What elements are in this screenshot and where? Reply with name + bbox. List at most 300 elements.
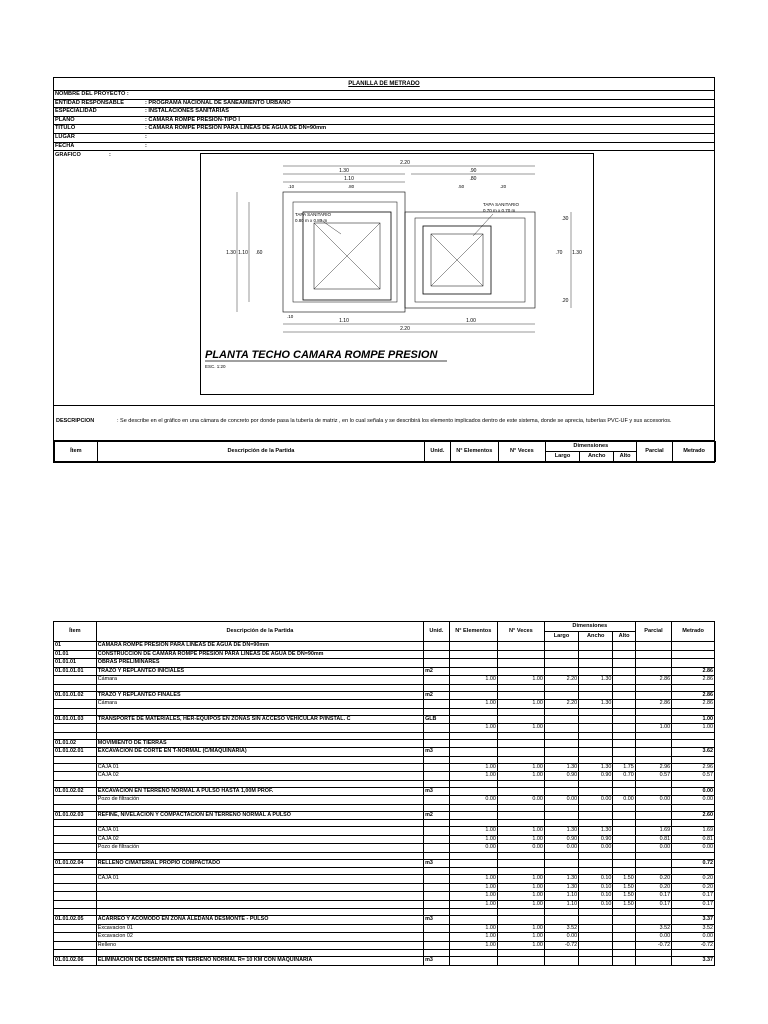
cell-largo <box>544 811 578 820</box>
cell-alto <box>613 811 635 820</box>
cell-largo <box>544 667 578 676</box>
cell-parcial: 0.00 <box>635 933 671 942</box>
cell-unid <box>424 883 450 892</box>
svg-text:1.30: 1.30 <box>572 250 582 257</box>
cell-item <box>54 900 97 909</box>
cell-metrado: 1.69 <box>672 827 715 836</box>
cell-veces: 1.00 <box>497 724 544 733</box>
cell-veces <box>497 950 544 957</box>
cell-veces <box>497 852 544 859</box>
info-label: ENTIDAD RESPONSABLE <box>55 99 124 106</box>
cell-ancho <box>579 811 613 820</box>
th-metrado: Metrado <box>673 442 716 462</box>
cell-elem: 0.00 <box>449 844 497 853</box>
cell-desc: Cámara <box>96 676 423 685</box>
cell-parcial <box>635 804 671 811</box>
cell-parcial: 2.86 <box>635 676 671 685</box>
cell-item: 01.01.01.02 <box>54 691 97 700</box>
svg-text:.50: .50 <box>457 184 465 190</box>
table-row <box>54 835 715 844</box>
cell-veces: 1.00 <box>497 924 544 933</box>
cell-veces <box>497 780 544 787</box>
cell-unid <box>424 924 450 933</box>
table-row <box>54 892 715 901</box>
cell-item <box>54 724 97 733</box>
cell-veces <box>497 650 544 659</box>
cell-item <box>54 763 97 772</box>
cell-ancho: 1.30 <box>579 676 613 685</box>
tapa-right-label: TAPA SANITARIO <box>483 202 520 208</box>
cell-desc: TRAZO Y REPLANTEO INICIALES <box>96 667 423 676</box>
table-row <box>54 852 715 859</box>
cell-largo <box>544 724 578 733</box>
cell-desc: Cámara <box>96 700 423 709</box>
cell-ancho <box>579 739 613 748</box>
cell-item <box>54 804 97 811</box>
table-row <box>54 700 715 709</box>
cell-metrado: 0.81 <box>672 835 715 844</box>
cell-unid <box>424 739 450 748</box>
cell-elem: 1.00 <box>449 676 497 685</box>
cell-item <box>54 924 97 933</box>
table-row <box>54 868 715 875</box>
sheet-title: PLANILLA DE METRADO <box>54 78 714 91</box>
cell-elem: 1.00 <box>449 700 497 709</box>
cell-ancho: 1.30 <box>579 700 613 709</box>
cell-parcial <box>635 691 671 700</box>
cell-alto <box>613 787 635 796</box>
table-row <box>54 659 715 668</box>
cell-unid <box>424 852 450 859</box>
info-label: FECHA <box>55 142 75 149</box>
cell-metrado: 1.00 <box>672 715 715 724</box>
cell-veces: 1.00 <box>497 827 544 836</box>
cell-veces: 1.00 <box>497 772 544 781</box>
cell-ancho <box>579 708 613 715</box>
cell-largo: 2.20 <box>544 700 578 709</box>
svg-text:1.10: 1.10 <box>238 250 248 257</box>
cell-ancho: 1.30 <box>579 763 613 772</box>
table-row <box>54 900 715 909</box>
cell-parcial: 0.20 <box>635 875 671 884</box>
cell-parcial <box>635 957 671 966</box>
cell-alto <box>613 859 635 868</box>
table-row <box>54 684 715 691</box>
description-text: DESCRIPCION : Se describe en el gráfico en una cámara de concreto por donde pasa la tubería de matriz , en lo cual señala y se describirá los elemento implicados dentro de este sistema, donde se aprecia, tuberías PVC-UF y sus accesorios. <box>56 418 672 425</box>
cell-metrado <box>672 852 715 859</box>
cell-item: 01.01.02.04 <box>54 859 97 868</box>
cell-veces <box>497 957 544 966</box>
table-row <box>54 883 715 892</box>
cell-elem: 1.00 <box>449 924 497 933</box>
cell-unid <box>424 875 450 884</box>
table-row <box>54 916 715 925</box>
cell-desc: REFINE, NIVELACION Y COMPACTACION EN TERRENO NORMAL A PULSO <box>96 811 423 820</box>
cell-ancho <box>579 804 613 811</box>
cell-unid <box>424 780 450 787</box>
cell-largo <box>544 820 578 827</box>
cell-elem <box>449 868 497 875</box>
cell-desc: EXCAVACION DE CORTE EN T-NORMAL (C/MAQUINARIA) <box>96 748 423 757</box>
cell-parcial <box>635 780 671 787</box>
cell-elem: 1.00 <box>449 835 497 844</box>
cell-alto <box>613 957 635 966</box>
cell-alto: 1.50 <box>613 900 635 909</box>
cell-largo: 1.30 <box>544 763 578 772</box>
cell-metrado <box>672 650 715 659</box>
cell-alto <box>613 748 635 757</box>
cell-alto <box>613 650 635 659</box>
info-row <box>54 108 714 117</box>
th-dimensiones: Dimensiones <box>544 622 635 632</box>
cell-ancho <box>579 724 613 733</box>
cell-veces: 1.00 <box>497 835 544 844</box>
cell-desc: CAMARA ROMPE PRESION PARA LINEAS DE AGUA DE DN=90mm <box>96 642 423 651</box>
cell-ancho <box>579 684 613 691</box>
cell-alto <box>613 708 635 715</box>
table-row <box>54 691 715 700</box>
table-row <box>54 787 715 796</box>
cell-largo: 1.30 <box>544 875 578 884</box>
cell-alto <box>613 691 635 700</box>
cell-unid <box>424 820 450 827</box>
cell-parcial: 2.86 <box>635 700 671 709</box>
cell-ancho <box>579 732 613 739</box>
svg-text:.10: .10 <box>287 314 294 320</box>
cell-unid <box>424 950 450 957</box>
cell-item: 01.01.02 <box>54 739 97 748</box>
svg-text:.30: .30 <box>561 216 569 223</box>
table-row <box>54 756 715 763</box>
dim-130-top: 1.30 <box>339 168 349 175</box>
cell-ancho <box>579 909 613 916</box>
table-row <box>54 844 715 853</box>
cell-unid <box>424 835 450 844</box>
cell-elem <box>449 659 497 668</box>
cell-veces <box>497 787 544 796</box>
cell-unid <box>424 796 450 805</box>
cell-parcial <box>635 859 671 868</box>
caja-02-inner <box>415 218 525 302</box>
cell-metrado: 2.96 <box>672 763 715 772</box>
cell-ancho: 0.90 <box>579 772 613 781</box>
info-label: PLANO <box>55 116 75 123</box>
grafico-section <box>54 151 714 406</box>
cell-metrado <box>672 804 715 811</box>
table-row <box>54 941 715 950</box>
cell-item <box>54 732 97 739</box>
cell-veces <box>497 732 544 739</box>
cell-unid: m3 <box>424 748 450 757</box>
cell-metrado: 0.00 <box>672 844 715 853</box>
cell-largo <box>544 859 578 868</box>
cell-ancho: 0.10 <box>579 900 613 909</box>
cell-desc <box>96 732 423 739</box>
cell-alto <box>613 642 635 651</box>
cell-metrado <box>672 642 715 651</box>
cell-elem: 1.00 <box>449 933 497 942</box>
info-value <box>145 91 714 99</box>
cell-ancho: 0.00 <box>579 844 613 853</box>
th-alto: Alto <box>613 632 635 642</box>
cell-metrado: 0.17 <box>672 892 715 901</box>
table-row <box>54 909 715 916</box>
cell-desc: Pozo de filtración <box>96 844 423 853</box>
svg-text:.20: .20 <box>499 184 507 190</box>
cell-elem <box>449 715 497 724</box>
cell-elem <box>449 684 497 691</box>
cell-metrado: 3.37 <box>672 957 715 966</box>
cell-metrado: 0.72 <box>672 859 715 868</box>
cell-item: 01.01.01.03 <box>54 715 97 724</box>
cell-alto <box>613 667 635 676</box>
svg-text:1.00: 1.00 <box>466 318 476 325</box>
cell-item <box>54 892 97 901</box>
cell-largo: 1.30 <box>544 827 578 836</box>
cell-alto <box>613 844 635 853</box>
cell-item: 01.01.01 <box>54 659 97 668</box>
cell-veces: 1.00 <box>497 941 544 950</box>
cell-desc: TRANSPORTE DE MATERIALES, HER-EQUIPOS EN ZONAS SIN ACCESO VEHICULAR P/INSTAL. C <box>96 715 423 724</box>
cell-unid <box>424 827 450 836</box>
cell-ancho: 0.00 <box>579 796 613 805</box>
cell-item <box>54 835 97 844</box>
cell-alto <box>613 924 635 933</box>
th-elementos: N° Elementos <box>449 622 497 642</box>
cell-parcial <box>635 650 671 659</box>
cell-ancho <box>579 667 613 676</box>
cell-alto <box>613 868 635 875</box>
cell-veces <box>497 748 544 757</box>
cell-ancho <box>579 924 613 933</box>
cell-unid <box>424 844 450 853</box>
cell-unid: m2 <box>424 691 450 700</box>
cell-unid <box>424 763 450 772</box>
cell-largo <box>544 739 578 748</box>
cell-largo <box>544 756 578 763</box>
cell-elem <box>449 650 497 659</box>
cell-ancho <box>579 820 613 827</box>
cell-parcial <box>635 659 671 668</box>
cell-desc <box>96 892 423 901</box>
th-descripcion: Descripción de la Partida <box>96 622 423 642</box>
cell-ancho <box>579 756 613 763</box>
cell-unid: GLB <box>424 715 450 724</box>
cell-alto <box>613 724 635 733</box>
cell-largo: 1.10 <box>544 892 578 901</box>
cell-alto <box>613 780 635 787</box>
cell-parcial <box>635 684 671 691</box>
cell-alto <box>613 820 635 827</box>
description-section <box>54 406 714 441</box>
cell-elem <box>449 780 497 787</box>
cell-ancho: 1.30 <box>579 827 613 836</box>
cell-alto <box>613 804 635 811</box>
cell-desc <box>96 900 423 909</box>
cell-parcial <box>635 820 671 827</box>
cell-elem <box>449 859 497 868</box>
cell-desc <box>96 684 423 691</box>
cell-ancho <box>579 659 613 668</box>
cell-largo <box>544 957 578 966</box>
cell-unid <box>424 772 450 781</box>
cell-unid <box>424 659 450 668</box>
cell-largo: 0.00 <box>544 844 578 853</box>
cell-item: 01.01.01.01 <box>54 667 97 676</box>
cell-unid <box>424 941 450 950</box>
cell-metrado <box>672 732 715 739</box>
cell-metrado <box>672 909 715 916</box>
cell-veces <box>497 859 544 868</box>
table-row <box>54 933 715 942</box>
cell-unid <box>424 892 450 901</box>
cell-unid <box>424 650 450 659</box>
cell-largo <box>544 732 578 739</box>
cell-metrado <box>672 684 715 691</box>
cell-elem: 1.00 <box>449 827 497 836</box>
plan-drawing <box>200 153 594 395</box>
cell-item: 01.01.02.06 <box>54 957 97 966</box>
cell-unid: m3 <box>424 957 450 966</box>
cell-elem <box>449 820 497 827</box>
cell-metrado: 2.86 <box>672 667 715 676</box>
cell-parcial <box>635 916 671 925</box>
svg-text:.60: .60 <box>255 250 263 257</box>
cell-metrado: 3.37 <box>672 916 715 925</box>
cell-ancho <box>579 950 613 957</box>
cell-largo <box>544 916 578 925</box>
cell-unid <box>424 804 450 811</box>
cell-ancho <box>579 780 613 787</box>
cell-elem <box>449 804 497 811</box>
cell-alto <box>613 732 635 739</box>
table-row <box>54 732 715 739</box>
dim-110-top: 1.10 <box>344 176 354 183</box>
info-row <box>54 100 714 109</box>
cell-desc: TRAZO Y REPLANTEO FINALES <box>96 691 423 700</box>
table-row <box>54 708 715 715</box>
cell-unid <box>424 868 450 875</box>
cell-parcial <box>635 787 671 796</box>
cell-largo <box>544 950 578 957</box>
table-row <box>54 715 715 724</box>
cell-desc: Relleno <box>96 941 423 950</box>
cell-metrado: 2.86 <box>672 700 715 709</box>
cell-desc <box>96 708 423 715</box>
cell-parcial: 0.20 <box>635 883 671 892</box>
cell-parcial: 2.96 <box>635 763 671 772</box>
cell-elem <box>449 642 497 651</box>
cell-parcial: 0.57 <box>635 772 671 781</box>
cell-desc: CAJA 01 <box>96 763 423 772</box>
cell-desc <box>96 909 423 916</box>
th-dimensiones: Dimensiones <box>545 442 636 452</box>
cell-parcial: 3.52 <box>635 924 671 933</box>
cell-parcial: 0.81 <box>635 835 671 844</box>
cell-metrado: 0.00 <box>672 787 715 796</box>
cell-desc: ACARREO Y ACOMODO EN ZONA ALEDAÑA DESMONTE - PULSO <box>96 916 423 925</box>
cell-elem: 1.00 <box>449 900 497 909</box>
cell-metrado <box>672 868 715 875</box>
cell-alto <box>613 756 635 763</box>
cell-parcial: 1.00 <box>635 724 671 733</box>
cell-metrado: 0.20 <box>672 875 715 884</box>
cell-largo: 0.90 <box>544 772 578 781</box>
cell-largo: 2.20 <box>544 676 578 685</box>
cell-item <box>54 772 97 781</box>
cell-veces <box>497 684 544 691</box>
cell-ancho <box>579 859 613 868</box>
caja-01-outline <box>283 192 405 312</box>
svg-text:.20: .20 <box>561 298 569 305</box>
cell-unid: m3 <box>424 859 450 868</box>
metrado-sheet-table <box>53 621 715 966</box>
cell-parcial <box>635 642 671 651</box>
cell-ancho: 0.10 <box>579 892 613 901</box>
cell-largo <box>544 659 578 668</box>
cell-desc: Pozo de filtración <box>96 796 423 805</box>
cell-veces <box>497 909 544 916</box>
cell-elem: 1.00 <box>449 772 497 781</box>
cell-parcial <box>635 811 671 820</box>
cell-alto: 1.50 <box>613 883 635 892</box>
cell-ancho <box>579 933 613 942</box>
cell-largo: 1.10 <box>544 900 578 909</box>
cell-item <box>54 941 97 950</box>
cell-unid <box>424 724 450 733</box>
cell-item <box>54 933 97 942</box>
cell-desc: Excavacion 02 <box>96 933 423 942</box>
cell-desc: ELIMINACIÓN DE DESMONTE EN TERRENO NORMAL R= 10 KM CON MAQUINARIA <box>96 957 423 966</box>
cell-desc <box>96 724 423 733</box>
cell-veces: 1.00 <box>497 892 544 901</box>
cell-unid <box>424 732 450 739</box>
cell-veces: 1.00 <box>497 875 544 884</box>
cell-alto <box>613 659 635 668</box>
tapa-left-label: TAPA SANITARIO <box>295 212 332 218</box>
cell-veces: 1.00 <box>497 700 544 709</box>
cell-ancho: 0.10 <box>579 883 613 892</box>
cell-parcial <box>635 715 671 724</box>
cell-parcial <box>635 950 671 957</box>
cell-alto: 1.50 <box>613 892 635 901</box>
cell-unid: m3 <box>424 916 450 925</box>
cell-desc <box>96 756 423 763</box>
dim-total-top: 2.20 <box>400 160 410 167</box>
cell-metrado: 1.00 <box>672 724 715 733</box>
svg-text:2.20: 2.20 <box>400 326 410 333</box>
header-table-1 <box>54 441 716 462</box>
cell-largo <box>544 691 578 700</box>
cell-parcial: 1.69 <box>635 827 671 836</box>
cell-unid <box>424 642 450 651</box>
cell-metrado: 0.17 <box>672 900 715 909</box>
info-label: LUGAR <box>55 133 75 140</box>
cell-item <box>54 844 97 853</box>
cell-item <box>54 700 97 709</box>
cell-item <box>54 684 97 691</box>
th-descripcion: Descripción de la Partida <box>97 442 424 462</box>
cell-metrado: -0.72 <box>672 941 715 950</box>
cell-desc: CAJA 02 <box>96 772 423 781</box>
cell-item <box>54 756 97 763</box>
cell-alto <box>613 933 635 942</box>
cell-alto <box>613 852 635 859</box>
cell-veces <box>497 659 544 668</box>
cell-elem: 0.00 <box>449 796 497 805</box>
info-row <box>54 143 714 152</box>
cell-parcial <box>635 756 671 763</box>
